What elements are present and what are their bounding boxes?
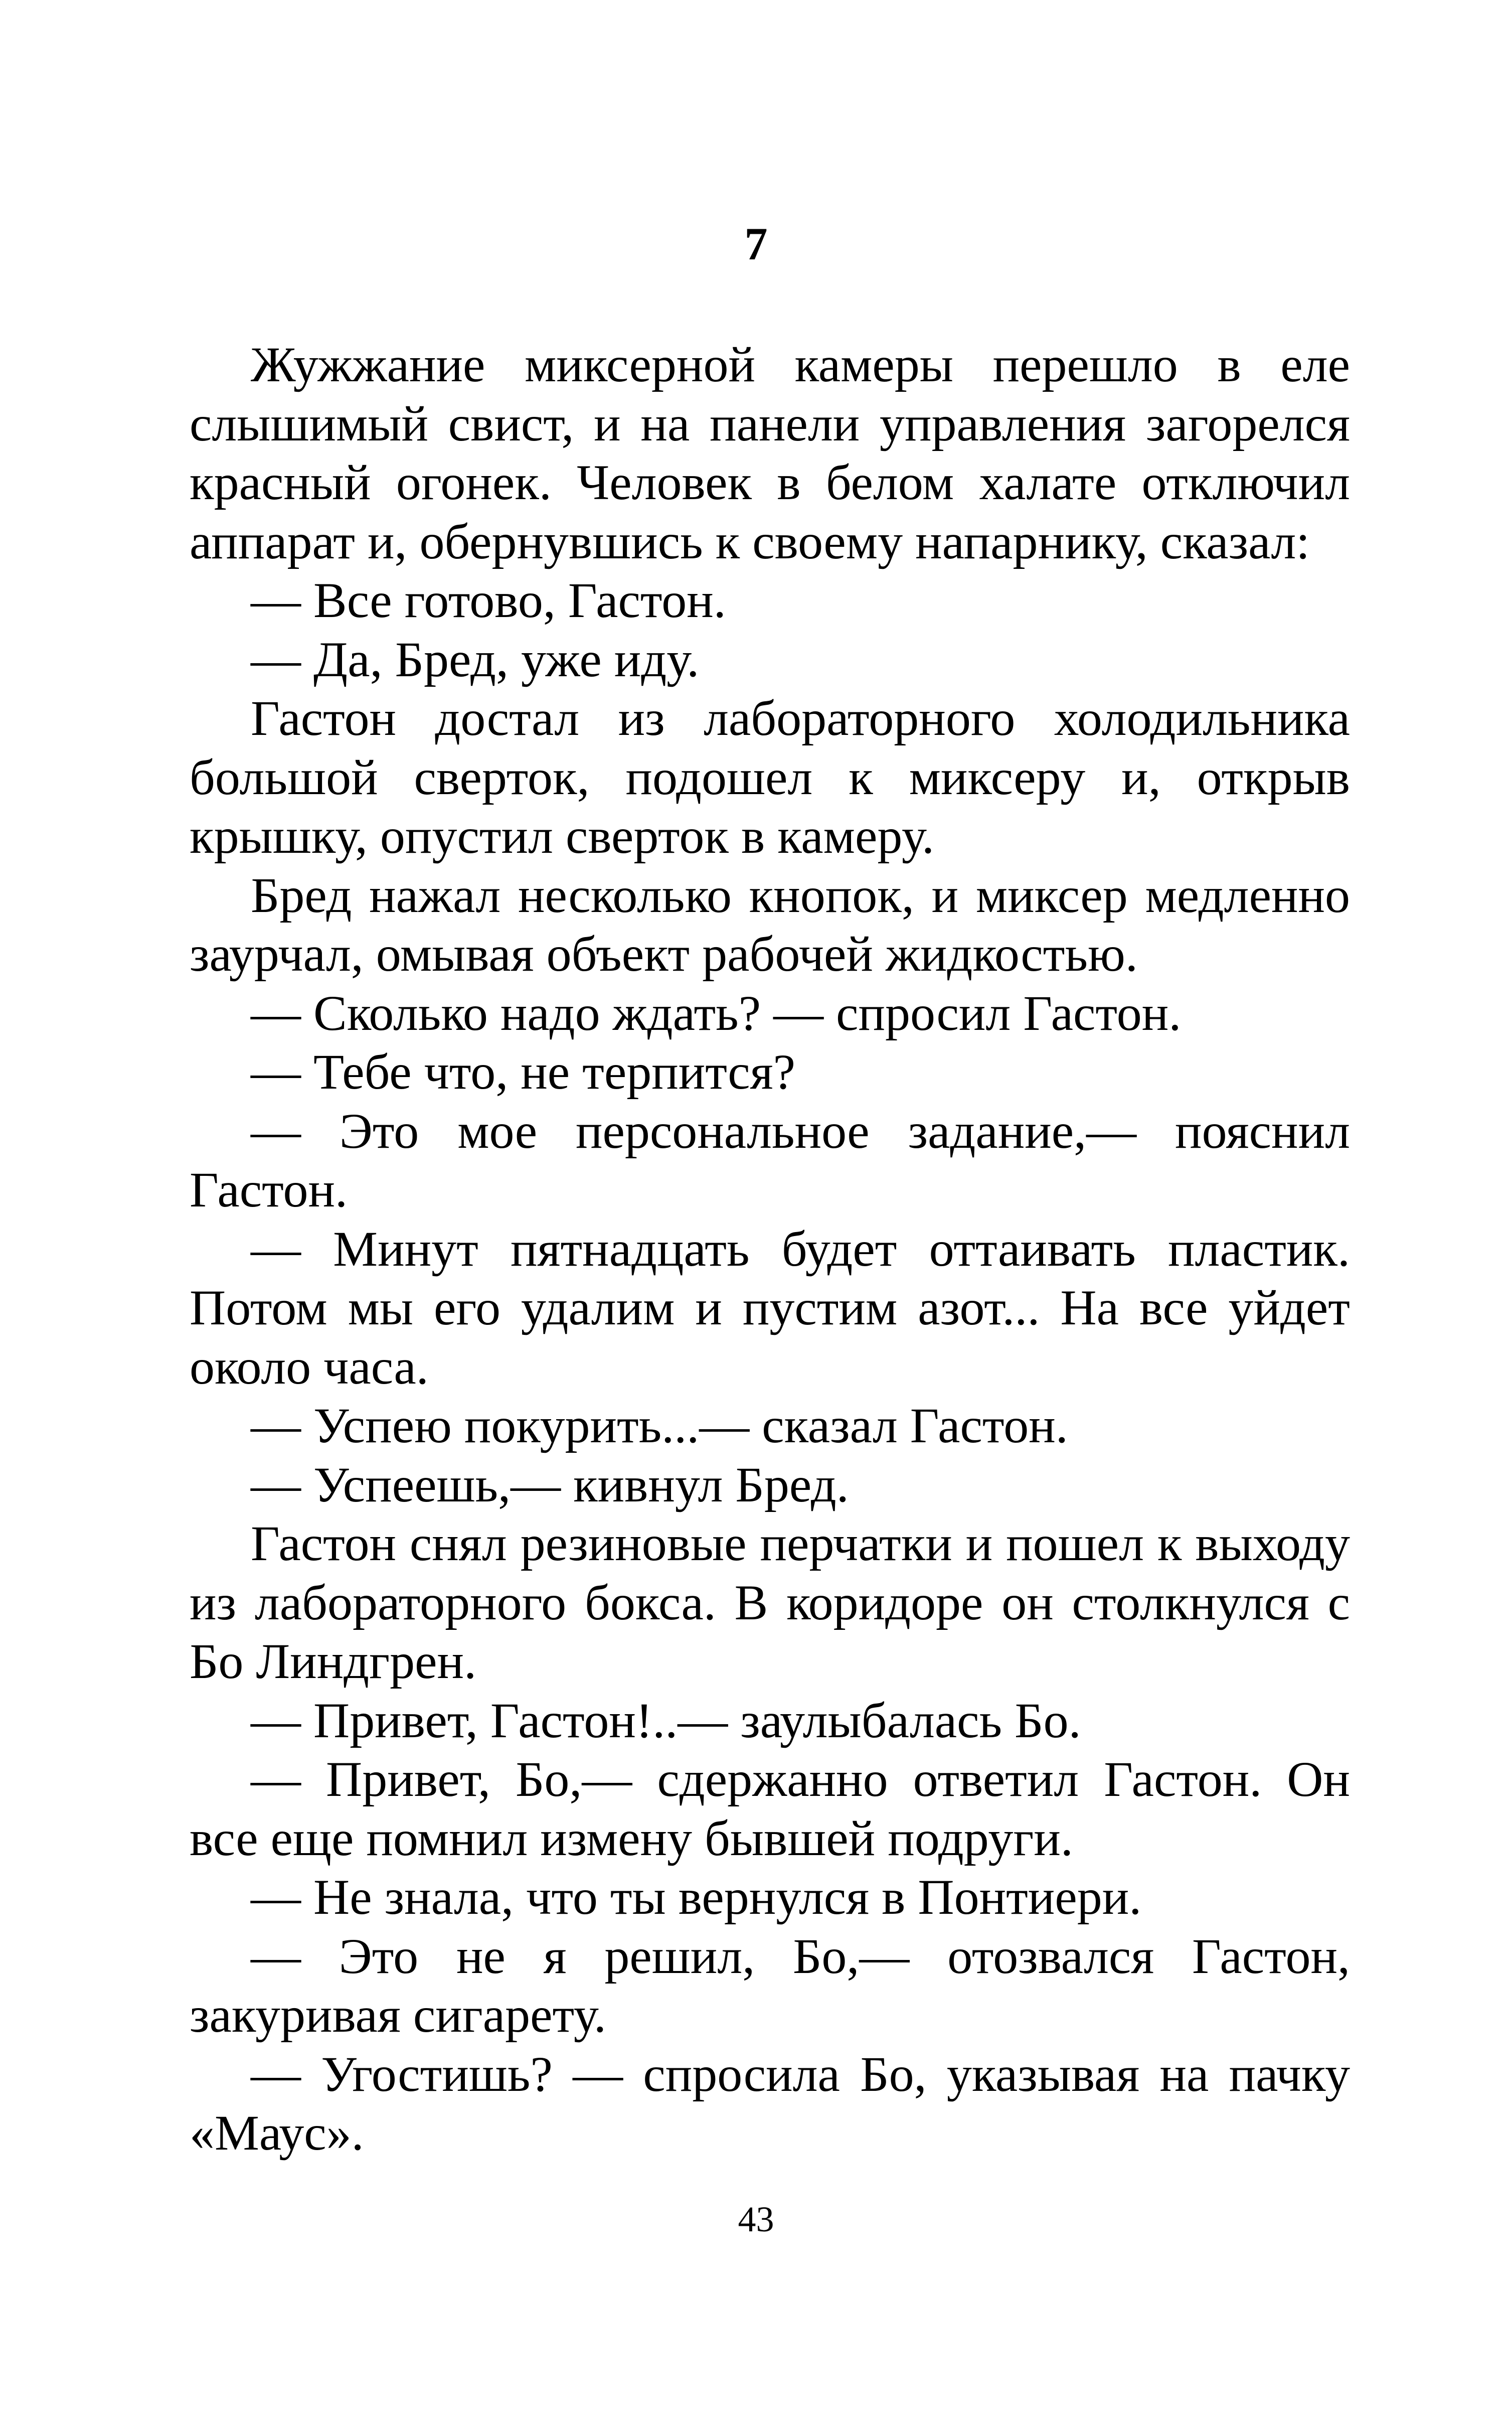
paragraph: — Не знала, что ты вернулся в Понтиери. xyxy=(251,1869,1142,1925)
paragraph: — Тебе что, не терпится? xyxy=(251,1044,795,1100)
book-text xyxy=(190,335,1350,2163)
paragraph: Жужжание миксерной камеры перешло в еле слышимый свист, и на панели управления загорелся красный огонек. Человек в белом халате отключил аппарат и, обернувшись к своему напарнику, сказал: xyxy=(190,337,1350,569)
paragraph: — Минут пятнадцать будет оттаивать пластик. Потом мы его удалим и пустим азот... На все уйдет около часа. xyxy=(190,1221,1350,1395)
paragraph: Гастон достал из лабораторного холодильника большой сверток, подошел к миксеру и, открыв крышку, опустил сверток в камеру. xyxy=(190,690,1350,864)
paragraph: — Успеешь,— кивнул Бред. xyxy=(251,1456,849,1512)
paragraph: — Успею покурить...— сказал Гастон. xyxy=(251,1398,1068,1453)
paragraph: — Привет, Бо,— сдержанно ответил Гастон. Он все еще помнил измену бывшей подруги. xyxy=(190,1751,1350,1866)
paragraph: — Привет, Гастон!..— заулыбалась Бо. xyxy=(251,1692,1081,1748)
paragraph: — Да, Бред, уже иду. xyxy=(251,631,700,687)
paragraph: Бред нажал несколько кнопок, и миксер медленно заурчал, омывая объект рабочей жидкостью. xyxy=(190,867,1350,982)
paragraph: — Это мое персональное задание,— пояснил Гастон. xyxy=(190,1103,1350,1218)
paragraph: — Все готово, Гастон. xyxy=(251,572,726,628)
paragraph: — Угостишь? — спросила Бо, указывая на пачку «Маус». xyxy=(190,2046,1350,2161)
paragraph: — Сколько надо ждать? — спросил Гастон. xyxy=(251,985,1182,1041)
paragraph: — Это не я решил, Бо,— отозвался Гастон, закуривая сигарету. xyxy=(190,1928,1350,2043)
paragraph: Гастон снял резиновые перчатки и пошел к выходу из лабораторного бокса. В коридоре он столкнулся с Бо Линдгрен. xyxy=(190,1515,1350,1689)
page-number: 43 xyxy=(738,2199,774,2239)
chapter-number: 7 xyxy=(744,218,768,269)
